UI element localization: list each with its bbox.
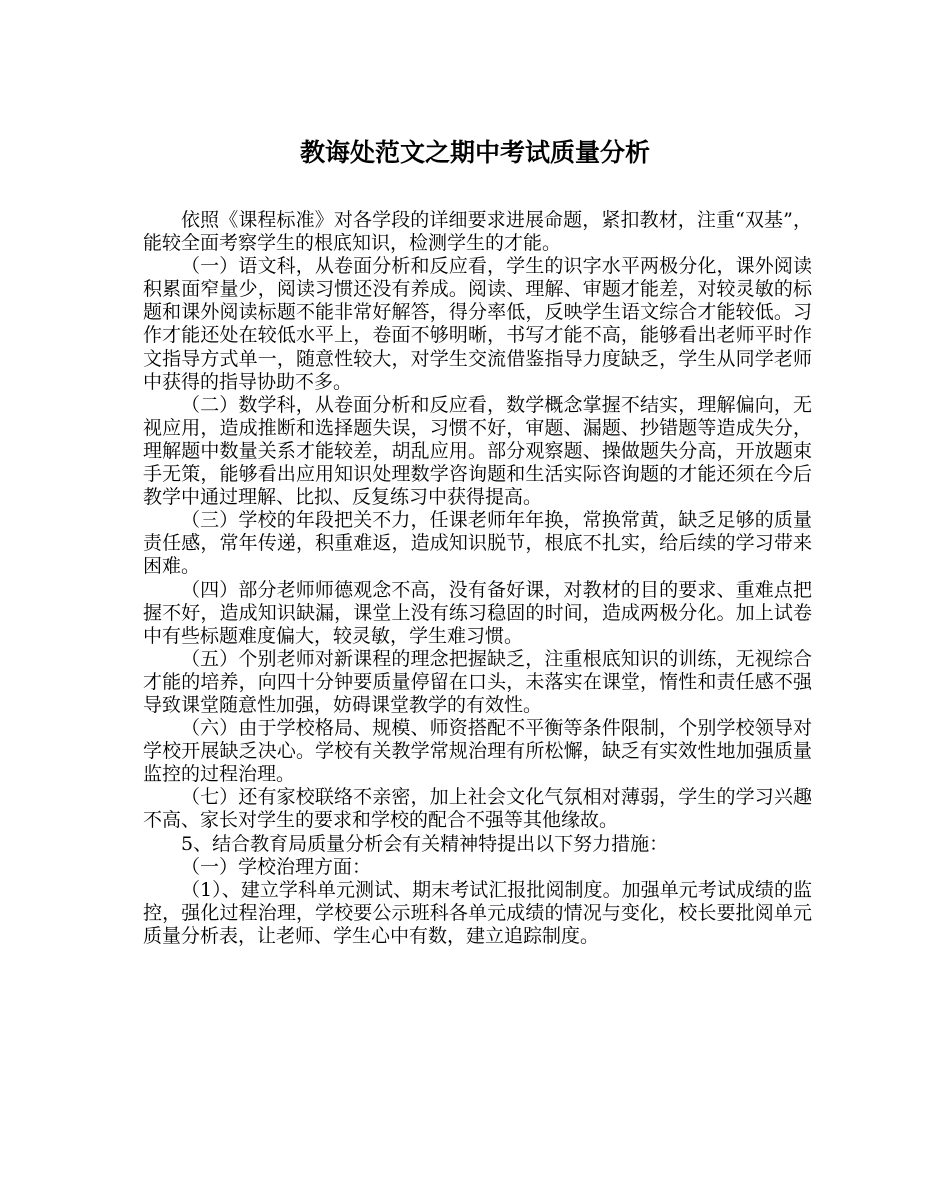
paragraph-school-conditions: （六）由于学校格局、规模、师资搭配不平衡等条件限制，个别学校领导对学校开展缺乏决心。学校有关教学常规治理有所松懈，缺乏有实效性地加强质量监控的过程治理。 [143, 717, 812, 786]
paragraph-intro: 依照《课程标准》对各学段的详细要求进展命题，紧扣教材，注重“双基”，能较全面考察学生的根底知识，检测学生的才能。 [143, 209, 812, 255]
paragraph-math-subject: （二）数学科，从卷面分析和反应看，数学概念掌握不结实，理解偏向，无视应用，造成推断和选择题失误，习惯不好，审题、漏题、抄错题等造成失分，理解题中数量关系才能较差，胡乱应用。部分观察题、操做题失分高，开放题束手无策，能够看出应用知识处理数学咨询题和生活实际咨询题的才能还须在今后教学中通过理解、比拟、反复练习中获得提高。 [143, 393, 812, 509]
paragraph-measures-heading: 5、结合教育局质量分析会有关精神特提出以下努力措施： [181, 832, 669, 855]
document-title: 教诲处范文之期中考试质量分析 [299, 138, 650, 167]
paragraph-home-school: （七）还有家校联络不亲密，加上社会文化气氛相对薄弱，学生的学习兴趣不高、家长对学生的要求和学校的配合不强等其他缘故。 [143, 786, 812, 832]
paragraph-chinese-subject: （一）语文科，从卷面分析和反应看，学生的识字水平两极分化，课外阅读积累面窄量少，阅读习惯还没有养成。阅读、理解、审题才能差，对较灵敏的标题和课外阅读标题不能非常好解答，得分率低，反映学生语文综合才能较低。习作才能还处在较低水平上，卷面不够明晰，书写才能不高，能够看出老师平时作文指导方式单一，随意性较大，对学生交流借鉴指导力度缺乏，学生从同学老师中获得的指导协助不多。 [143, 255, 812, 393]
paragraph-school-management: （一）学校治理方面： [181, 855, 372, 878]
paragraph-teacher-ethics: （四）部分老师师德观念不高，没有备好课，对教材的目的要求、重难点把握不好，造成知识缺漏，课堂上没有练习稳固的时间，造成两极分化。加上试卷中有些标题难度偏大，较灵敏，学生难习惯。 [143, 578, 812, 647]
paragraph-new-curriculum: （五）个别老师对新课程的理念把握缺乏，注重根底知识的训练，无视综合才能的培养，向四十分钟要质量停留在口头，未落实在课堂，惰性和责任感不强导致课堂随意性加强，妨碍课堂教学的有效性。 [143, 647, 812, 716]
document-body [143, 209, 812, 948]
paragraph-unit-test-system: （1）、建立学科单元测试、期末考试汇报批阅制度。加强单元考试成绩的监控，强化过程治理，学校要公示班科各单元成绩的情况与变化，校长要批阅单元质量分析表，让老师、学生心中有数，建立追踪制度。 [143, 878, 812, 947]
paragraph-grade-control: （三）学校的年段把关不力，任课老师年年换，常换常黄，缺乏足够的质量责任感，常年传递，积重难返，造成知识脱节，根底不扎实，给后续的学习带来困难。 [143, 509, 812, 578]
